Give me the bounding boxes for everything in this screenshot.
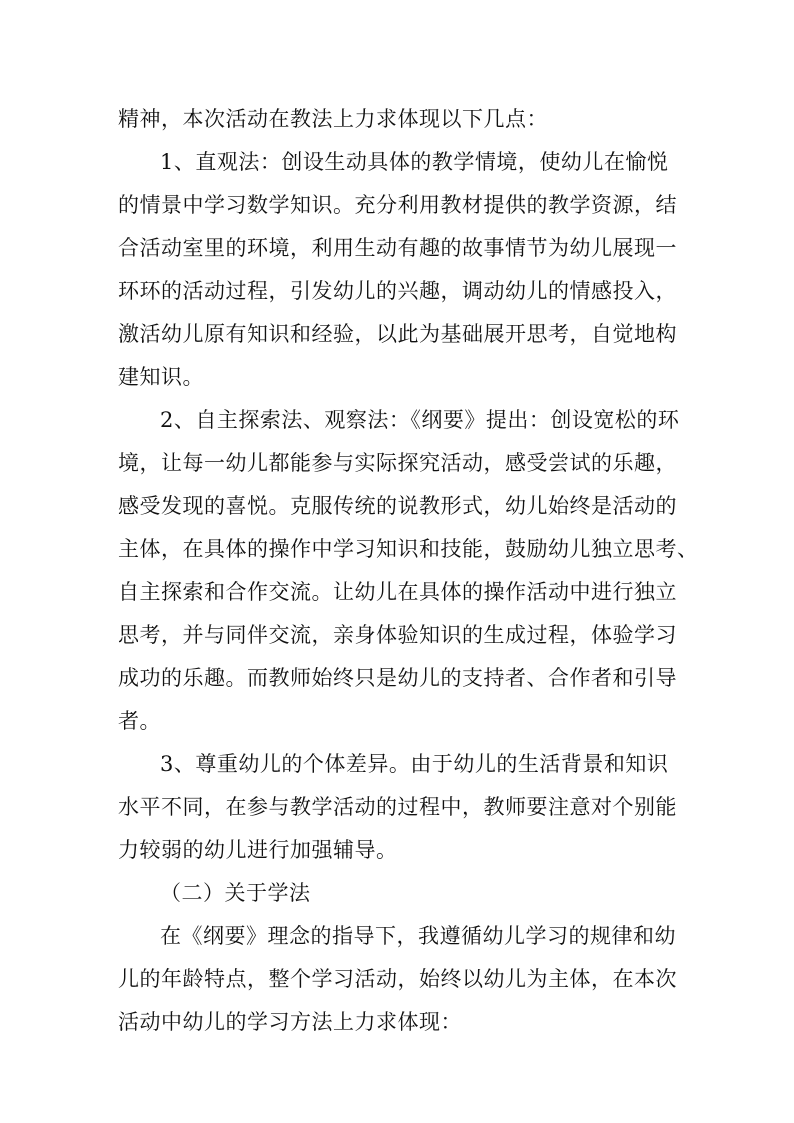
text-line: 活动中幼儿的学习方法上力求体现：	[118, 1010, 462, 1034]
text-line: 3、尊重幼儿的个体差异。由于幼儿的生活背景和知识	[160, 752, 669, 776]
text-line: 激活幼儿原有知识和经验，以此为基础展开思考，自觉地构	[118, 322, 677, 346]
text-line: 儿的年龄特点，整个学习活动，始终以幼儿为主体，在本次	[118, 967, 677, 991]
text-line: 感受发现的喜悦。克服传统的说教形式，幼儿始终是活动的	[118, 494, 677, 518]
text-line: 在《纲要》理念的指导下，我遵循幼儿学习的规律和幼	[160, 924, 676, 948]
text-line: 建知识。	[118, 365, 204, 389]
text-line: 成功的乐趣。而教师始终只是幼儿的支持者、合作者和引导	[118, 666, 677, 690]
text-line: 环环的活动过程，引发幼儿的兴趣，调动幼儿的情感投入，	[118, 279, 677, 303]
text-line: 2、自主探索法、观察法：《纲要》提出：创设宽松的环	[160, 408, 680, 432]
text-line: 精神，本次活动在教法上力求体现以下几点：	[118, 107, 548, 131]
text-line: 合活动室里的环境，利用生动有趣的故事情节为幼儿展现一	[118, 236, 677, 260]
text-line: 思考，并与同伴交流，亲身体验知识的生成过程，体验学习	[118, 623, 677, 647]
text-line: 力较弱的幼儿进行加强辅导。	[118, 838, 398, 862]
section-heading: （二）关于学法	[160, 881, 311, 905]
text-line: 主体，在具体的操作中学习知识和技能，鼓励幼儿独立思考、	[118, 537, 699, 561]
text-line: 者。	[118, 709, 161, 733]
text-line: 水平不同，在参与教学活动的过程中，教师要注意对个别能	[118, 795, 677, 819]
text-line: 境，让每一幼儿都能参与实际探究活动，感受尝试的乐趣，	[118, 451, 677, 475]
text-line: 1、直观法：创设生动具体的教学情境，使幼儿在愉悦	[160, 150, 669, 174]
text-line: 自主探索和合作交流。让幼儿在具体的操作活动中进行独立	[118, 580, 677, 604]
text-line: 的情景中学习数学知识。充分利用教材提供的教学资源，结	[118, 193, 677, 217]
